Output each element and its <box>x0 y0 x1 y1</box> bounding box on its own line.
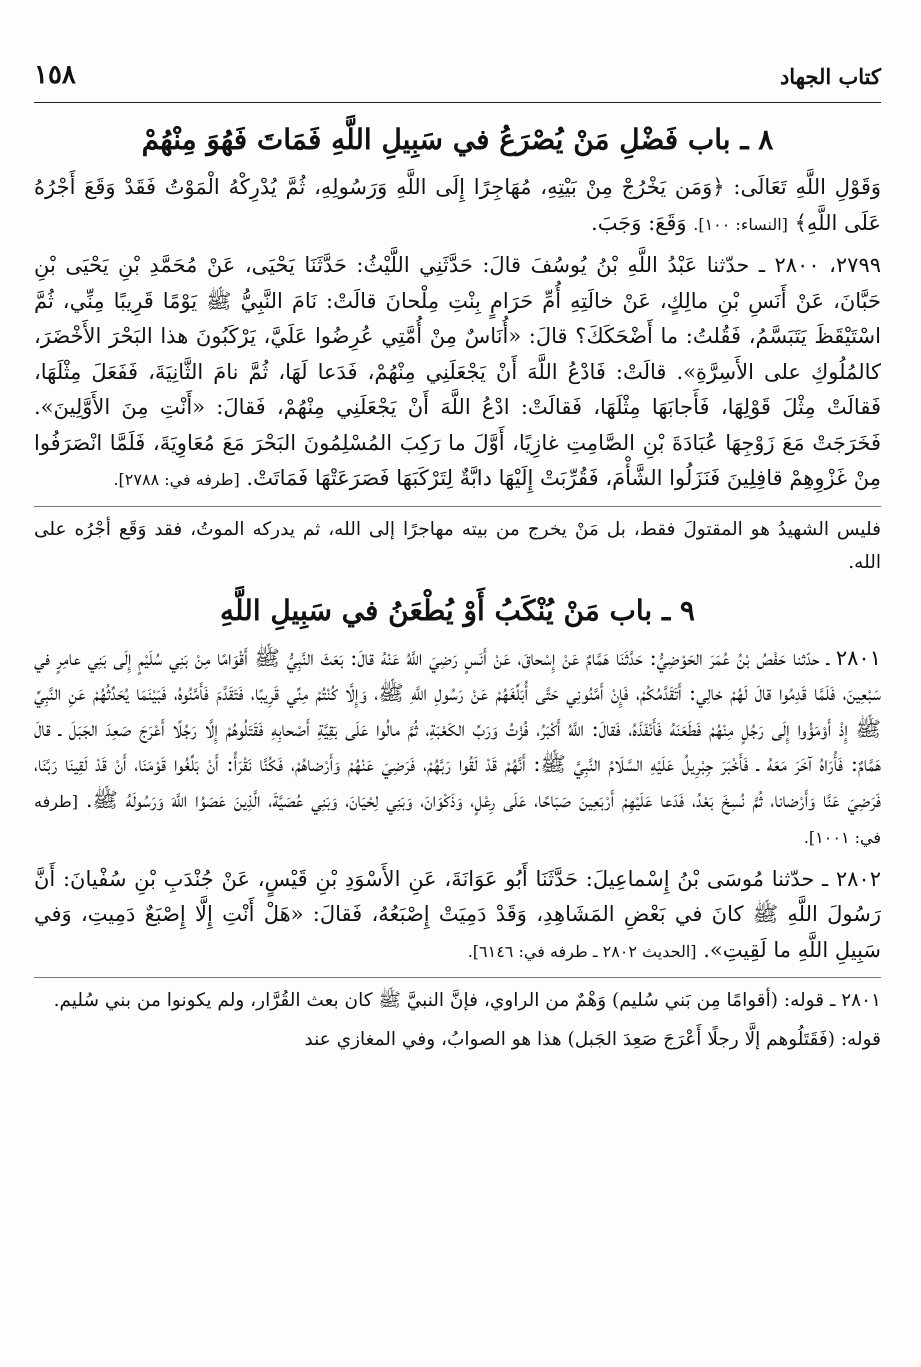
hadith-2801 <box>34 641 881 856</box>
chapter-8-heading: ٨ ـ باب فَضْلِ مَنْ يُصْرَعُ في سَبِيلِ اللَّهِ فَمَاتَ فَهُوَ مِنْهُمْ <box>141 123 774 156</box>
verse-gloss: وَقَعَ: وَجَبَ. <box>591 210 687 235</box>
quran-verse-paragraph <box>34 170 881 242</box>
page-number: ١٥٨ <box>34 60 76 90</box>
hadith-reference: [طرفه في: ٢٧٨٨]. <box>113 470 240 489</box>
divider <box>34 506 881 507</box>
verse-reference: [النساء: ١٠٠]. <box>693 214 788 234</box>
page-body <box>34 118 881 1056</box>
hadith-text: ٢٨٠٢ ـ حدّثنا مُوسَى بْنُ إِسْماعِيلَ: حَدَّثَنَا أَبُو عَوَانَةَ، عَنِ الأَسْوَدِ بْنِ قَيْسٍ، عَنْ جُنْدَبِ بْنِ سُفْيانَ: أَنَّ رَسُولَ اللَّهِ ﷺ كانَ في بَعْضِ المَشَاهِدِ، وَقَدْ دَمِيَتْ إِصْبَعُهُ، فَقالَ: «هَلْ أَنْتِ إِلَّا إِصْبَعٌ دَمِيتِ، وَفي سَبِيلِ اللَّهِ ما لَقِيتِ». <box>34 866 881 962</box>
hadith-reference: [الحديث ٢٨٠٢ ـ طرفه في: ٦١٤٦]. <box>467 941 697 961</box>
page-header <box>34 46 881 103</box>
chapter-9-heading: ٩ ـ باب مَنْ يُنْكَبُ أَوْ يُطْعَنُ في سَبِيلِ اللَّهِ <box>220 593 695 627</box>
hadith-reference: [طرفه في: ١٠٠١]. <box>34 791 881 847</box>
hadith-text: ٢٨٠١ ـ حدّثنا حَفْصُ بْنُ عُمَرَ الحَوْضِيُّ: حَدَّثَنَا هَمَّامٌ عَنْ إِسْحاقَ، عَنْ أَنَسٍ رَضِيَ اللَّهُ عَنْهُ قالَ: بَعَثَ النَّبِيُّ ﷺ أَقْوَامًا مِنْ بَنِي سُلَيْمٍ إِلَى بَنِي عامِرٍ في سَبْعِينَ، فَلَمَّا قَدِمُوا قالَ لَهُمْ خالِي: أَتَقَدَّمُكُمْ، فَإِنْ أَمَّنُونِي حَتَّى أُبَلِّغَهُمْ عَنْ رَسُولِ اللَّهِ ﷺ، وَإِلَّا كُنْتُمْ مِنِّي قَرِيبًا، فَتَقَدَّمَ فَأَمَّنُوهُ، فَبَيْنَمَا يُحَدِّثُهُمْ عَنِ النَّبِيِّ ﷺ إِذْ أَوْمَؤُوا إِلَى رَجُلٍ مِنْهُمْ فَطَعَنَهُ فَأَنْفَذَهُ، فَقالَ: اللَّهُ أَكْبَرُ، فُزْتُ وَرَبِّ الكَعْبَةِ، ثُمَّ مالُوا عَلَى بَقِيَّةِ أَصْحابِهِ فَقَتَلُوهُمْ إِلَّا رَجُلًا أَعْرَجَ صَعِدَ الجَبَلَ ـ قالَ هَمَّامٌ: فَأُرَاهُ آخَرَ مَعَهُ ـ فَأَخْبَرَ جِبْرِيلُ عَلَيْهِ السَّلَامُ النَّبِيَّ ﷺ: أَنَّهُمْ قَدْ لَقُوا رَبَّهُمْ، فَرَضِيَ عَنْهُمْ وَأَرْضاهُمْ، فَكُنَّا نَقْرَأُ: أَنْ بَلِّغُوا قَوْمَنَا، أَنْ قَدْ لَقِينَا رَبَّنَا، فَرَضِيَ عَنَّا وَأَرْضانا، ثُمَّ نُسِخَ بَعْدُ، فَدَعا عَلَيْهِمْ أَرْبَعِينَ صَبَاحًا، عَلَى رِعْلٍ، وَذَكْوَانَ، وَبَنِي لِحْيَانَ، وَبَنِي عُصَيَّةَ، الَّذِينَ عَصَوُا اللَّهَ وَرَسُولَهُ ﷺ. <box>34 645 881 812</box>
commentary-2801: ٢٨٠١ ـ قوله: (أقوامًا مِن بَني سُليم) وَهْمٌ من الراوي، فإنَّ النبيَّ ﷺ كان بعث القُرَّار، ولم يكونوا من بني سُليم. <box>53 990 881 1011</box>
hadith-text: ٢٧٩٩، ٢٨٠٠ ـ حدّثنا عَبْدُ اللَّهِ بْنُ يُوسُفَ قالَ: حَدَّثَنِي اللَّيْثُ: حَدَّثَنَا يَحْيَى، عَنْ مُحَمَّدِ بْنِ يَحْيَى بْنِ حَبَّانَ، عَنْ أَنَسِ بْنِ مالِكٍ، عَنْ خالَتِهِ أُمِّ حَرَامٍ بِنْتِ مِلْحانَ قالَتْ: نَامَ النَّبِيُّ ﷺ يَوْمًا قَرِيبًا مِنِّي، ثُمَّ اسْتَيْقَظَ يَتَبَسَّمُ، فَقُلتُ: ما أَضْحَكَكَ؟ قالَ: «أُنَاسٌ مِنْ أُمَّتِي عُرِضُوا عَلَيَّ، يَرْكَبُونَ هذا البَحْرَ الأَخْضَرَ، كالمُلُوكِ على الأَسِرَّةِ». قالَتْ: فَادْعُ اللَّهَ أَنْ يَجْعَلَنِي مِنْهُمْ، فَدَعا لَهَا، ثُمَّ نامَ الثَّانِيَةَ، فَفَعَلَ مِثْلَهَا، فَقالَتْ مِثْلَ قَوْلِهَا، فَأَجابَهَا مِثْلَهَا، فَقالَتْ: ادْعُ اللَّهَ أَنْ يَجْعَلَنِي مِنْهُمْ، فَقالَ: «أَنْتِ مِنَ الأَوَّلِينَ». فَخَرَجَتْ مَعَ زَوْجِهَا عُبَادَةَ بْنِ الصَّامِتِ غازِيًا، أَوَّلَ ما رَكِبَ المُسْلِمُونَ البَحْرَ مَعَ مُعَاوِيَةَ، فَلَمَّا انْصَرَفُوا مِنْ غَزْوِهِمْ قافِلِينَ فَنَزَلُوا الشَّأْمَ، فَقُرِّبَتْ إِلَيْهَا دابَّةٌ لِتَرْكَبَهَا فَصَرَعَتْهَا فَمَاتَتْ. <box>34 253 882 490</box>
hadith-2802 <box>34 862 881 970</box>
divider <box>34 977 881 978</box>
hadith-2799-2800 <box>34 248 881 498</box>
commentary-2801-continued: قوله: (فَقَتَلُوهم إلَّا رجلًا أَعْرَجَ صَعِدَ الجَبل) هذا هو الصوابُ، وفي المغازي عند <box>304 1029 881 1050</box>
quran-verse: وَقَوْلِ اللَّهِ تَعَالَى: ﴿وَمَن يَخْرُجْ مِنْ بَيْتِهِ، مُهَاجِرًا إِلَى اللَّهِ وَرَسُولِهِ، ثُمَّ يُدْرِكْهُ الْمَوْتُ فَقَدْ وَقَعَ أَجْرُهُ عَلَى اللَّهِ﴾ <box>34 175 881 235</box>
book-title: كتاب الجهاد <box>779 64 881 89</box>
commentary-chapter-8: فليس الشهيدُ هو المقتولَ فقط، بل مَنْ يخرج من بيته مهاجرًا إلى الله، ثم يدركه الموتُ، فقد وَقَع أجْرُه على الله. <box>34 518 881 573</box>
